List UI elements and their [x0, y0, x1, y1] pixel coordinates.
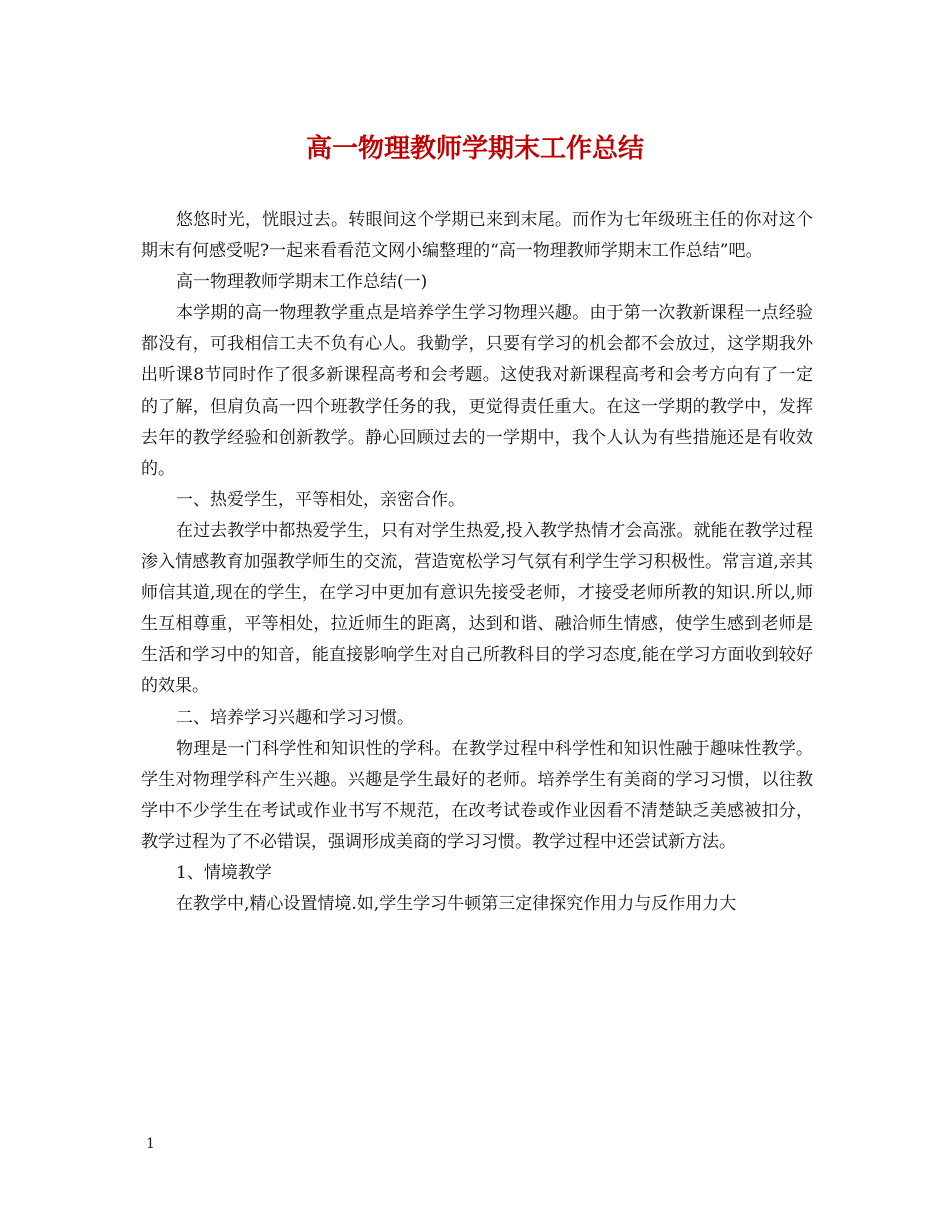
paragraph-love-students: 在过去教学中都热爱学生，只有对学生热爱,投入教学热情才会高涨。就能在教学过程渗入情感教育加强教学师生的交流，营造宽松学习气氛有利学生学习积极性。常言道,亲其师信其道,现在的学生，在学习中更加有意识先接受老师，才接受老师所教的知识.所以,师生互相尊重，平等相处，拉近师生的距离，达到和谐、融洽师生情感，使学生感到老师是生活和学习中的知音，能直接影响学生对自己所教科目的学习态度,能在学习方面收到较好的效果。	[141, 520, 813, 697]
paragraph-situational-teaching: 在教学中,精心设置情境.如,学生学习牛顿第三定律探究作用力与反作用力大	[176, 894, 737, 915]
paragraph-heading-situational-teaching: 1、情境教学	[176, 862, 272, 883]
paragraph-heading-love-students: 一、热爱学生，平等相处，亲密合作。	[176, 489, 465, 510]
paragraph-intro: 悠悠时光，恍眼过去。转眼间这个学期已来到末尾。而作为七年级班主任的你对这个期末有何感受呢?一起来看看范文网小编整理的“高一物理教师学期末工作总结”吧。	[141, 210, 813, 262]
document-title: 高一物理教师学期末工作总结	[305, 134, 644, 164]
document-body	[141, 205, 813, 920]
paragraph-semester-summary: 本学期的高一物理教学重点是培养学生学习物理兴趣。由于第一次教新课程一点经验都没有，可我相信工夫不负有心人。我勤学，只要有学习的机会都不会放过，这学期我外出听课8节同时作了很多新课程高考和会考题。这使我对新课程高考和会考方向有了一定的了解，但肩负高一四个班教学任务的我，更觉得责任重大。在这一学期的教学中，发挥去年的教学经验和创新教学。静心回顾过去的一学期中，我个人认为有些措施还是有收效的。	[141, 303, 813, 479]
page-number: 1	[146, 1136, 155, 1152]
paragraph-interest-habits: 物理是一门科学性和知识性的学科。在教学过程中科学性和知识性融于趣味性教学。学生对物理学科产生兴趣。兴趣是学生最好的老师。培养学生有美商的学习习惯，以往教学中不少学生在考试或作业书写不规范，在改考试卷或作业因看不清楚缺乏美感被扣分，教学过程为了不必错误，强调形成美商的学习习惯。教学过程中还尝试新方法。	[141, 738, 813, 852]
paragraph-heading-interest-habits: 二、培养学习兴趣和学习习惯。	[176, 707, 414, 728]
paragraph-section-heading: 高一物理教师学期末工作总结(一)	[176, 272, 428, 293]
